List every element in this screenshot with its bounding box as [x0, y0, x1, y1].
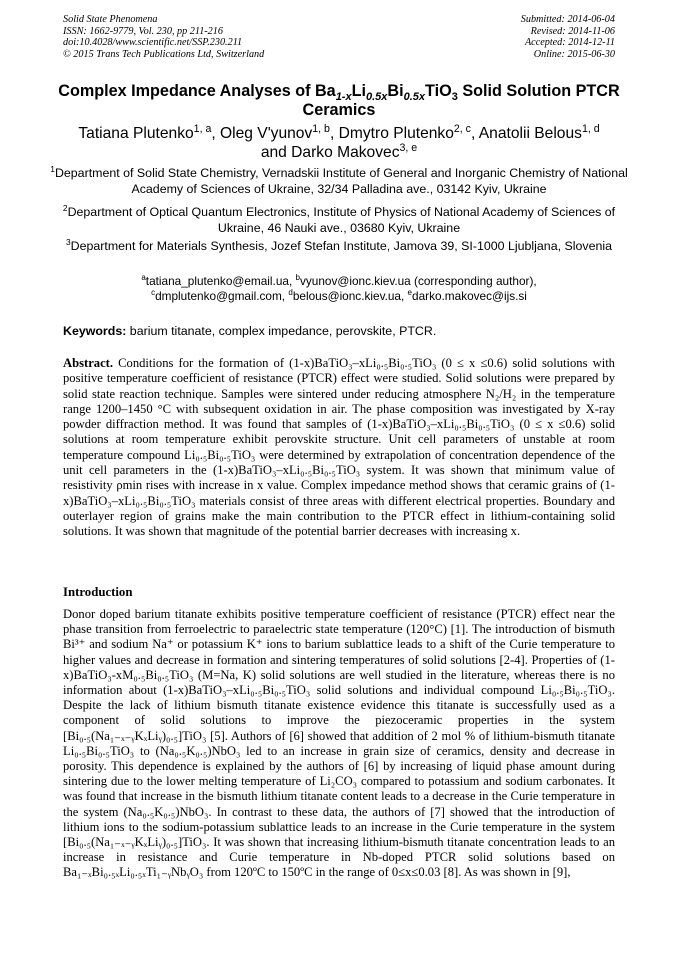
- doi: doi:10.4028/www.scientific.net/SSP.230.211: [63, 37, 243, 49]
- author-emails: [40, 274, 638, 304]
- section-heading-introduction: Introduction: [63, 585, 133, 599]
- email-link[interactable]: darko.makovec@ijs.si: [412, 289, 527, 303]
- author-name: Oleg V'yunov: [220, 125, 313, 142]
- affiliation-number: 3: [65, 236, 71, 247]
- online-date: Online: 2015-06-30: [533, 48, 615, 60]
- revised-date: Revised: 2014-11-06: [530, 25, 615, 37]
- paper-title: [40, 82, 638, 120]
- affiliation-1: [40, 163, 638, 197]
- author-name: and Darko Makovec: [260, 144, 400, 161]
- introduction-body: [63, 607, 615, 881]
- abstract-label: Abstract.: [63, 356, 114, 370]
- email-mark: c: [151, 288, 156, 298]
- author-separator: ,: [329, 125, 339, 142]
- author-separator: ,: [211, 125, 221, 142]
- author-name: Tatiana Plutenko: [78, 125, 194, 142]
- author-affil-mark: 1, b: [312, 122, 330, 135]
- email-link[interactable]: vyunov@ionc.kiev.ua (corresponding author),: [299, 274, 537, 288]
- affiliation-number: 2: [62, 202, 68, 213]
- affiliation-2: [40, 202, 638, 236]
- email-mark: d: [288, 288, 293, 298]
- affiliation-3: [40, 236, 638, 255]
- title-sub: 0.5x: [365, 91, 388, 104]
- title-sub: 0.5x: [403, 91, 426, 104]
- abstract-text: Conditions for the formation of (1-x)BaTiO₃–xLi₀.₅Bi₀.₅TiO₃ (0 ≤ x ≤0.6) solid solutions with positive temperature coefficient of resistance (PTCR) effect were studied. Solid solutions were prepared by solid state reaction technique. Samples were sintered under reducing atmosphere N₂/H₂ in the temperature range 1200–1450 °C with subsequent oxidation in air. The phase composition was investigated by X-ray powder diffraction method. It was found that samples of (1-x)BaTiO₃–xLi₀.₅Bi₀.₅TiO₃ (0 ≤ x ≤0.6) solid solutions at room temperature exhibit perovskite structure. Unit cell parameters of unstable at room temperature compound Li₀.₅Bi₀.₅TiO₃ were determined by extrapolation of concentration dependence of the unit cell parameters in the (1-x)BaTiO₃–xLi₀.₅Bi₀.₅TiO₃ system. It was shown that minimum value of resistivity ρmin rises with increase in x value. Complex impedance method shows that ceramic grains of (1-x)BaTiO₃–xLi₀.₅Bi₀.₅TiO₃ materials consist of three areas with different electrical properties. Boundary and outerlayer region of grains make the main contribution to the PTCR effect in lithium-containing solid solutions. It was shown that magnitude of the potential barrier decreases with increasing x.: [63, 356, 615, 539]
- author-affil-mark: 1, d: [581, 122, 600, 135]
- title-part: Complex Impedance Analyses of Ba: [58, 82, 336, 100]
- email-link[interactable]: dmplutenko@gmail.com,: [155, 289, 289, 303]
- accepted-date: Accepted: 2014-12-11: [524, 37, 615, 49]
- title-sub: 3: [451, 91, 458, 104]
- title-part: Li: [351, 82, 366, 100]
- keywords-text: barium titanate, complex impedance, perovskite, PTCR.: [126, 324, 437, 338]
- journal-name: Solid State Phenomena: [63, 14, 158, 25]
- title-part: Bi: [387, 82, 404, 100]
- title-sub: 1-x: [335, 91, 352, 104]
- author-name: Dmytro Plutenko: [338, 125, 454, 142]
- author-affil-mark: 2, c: [453, 122, 471, 135]
- title-part: TiO: [425, 82, 452, 100]
- author-name: Anatolii Belous: [478, 125, 582, 142]
- title-part: Solid Solution PTCR Ceramics: [302, 82, 620, 119]
- author-affil-mark: 3, e: [399, 141, 418, 154]
- introduction-paragraph: Donor doped barium titanate exhibits positive temperature coefficient of resistance (PTCR) effect near the phase transition from ferroelectric to paraelectric state temperature (120°C) [1]. The introduction of bismuth Bi³⁺ and sodium Na⁺ or potassium K⁺ ions to barium sublattice leads to a shift of the Curie temperature to higher values and decrease in formation and sintering temperatures of solid solutions [2-4]. Properties of (1-x)BaTiO₃-xM₀.₅Bi₀.₅TiO₃ (M=Na, K) solid solutions are well studied in the literature, whereas there is no information about (1-x)BaTiO₃–xLi₀.₅Bi₀.₅TiO₃ solid solutions and individual compound Li₀.₅Bi₀.₅TiO₃. Despite the lack of lithium bismuth titanate existence evidence this titanate is successfully used as a component of solid solutions to improve the piezoceramic properties in the system [Bi₀.₅(Na₁₋ₓ₋ᵧKₓLiᵧ)₀.₅]TiO₃ [5]. Authors of [6] showed that addition of 2 mol % of lithium-bismuth titanate Li₀.₅Bi₀.₅TiO₃ to (Na₀.₅K₀.₅)NbO₃ led to an increase in grain size of ceramics, density and decrease in porosity. This dependence is explained by the authors of [6] by increasing of liquid phase amount during sintering due to the lower melting temperature of Li₂CO₃ compared to potassium and sodium carbonates. It was found that increase in the bismuth lithium titanate content leads to a decrease in the Curie temperature in the system (Na₀.₅K₀.₅)NbO₃. In contrast to these data, the authors of [7] showed that the introduction of lithium ions to the sodium-potassium sublattice leads to an increase in the Curie temperature in the system [Bi₀.₅(Na₁₋ₓ₋ᵧKₓLiᵧ)₀.₅]TiO₃. It was shown that increasing lithium-bismuth titanate concentration leads to an increase in resistance and Curie temperature in Nb-doped PTCR solid solutions based on Ba₁₋ₓBi₀.₅ₓLi₀.₅ₓTi₁₋ᵧNbᵧO₃ from 120ºC to 150ºC in the range of 0≤x≤0.03 [8]. As was shown in [9],: [63, 607, 615, 880]
- email-link[interactable]: tatiana_plutenko@email.ua,: [145, 274, 296, 288]
- journal-info: [63, 14, 264, 60]
- email-mark: e: [407, 288, 413, 298]
- author-list: [40, 124, 638, 162]
- email-link[interactable]: belous@ionc.kiev.ua,: [292, 289, 408, 303]
- affiliation-text: Department of Solid State Chemistry, Vernadskii Institute of General and Inorganic Chemistry of National Academy of Sciences of Ukraine, 32/34 Palladina ave., 03142 Kyiv, Ukraine: [54, 166, 628, 196]
- submitted-date: Submitted: 2014-06-04: [520, 14, 615, 25]
- affiliation-text: Department for Materials Synthesis, Jozef Stefan Institute, Jamova 39, SI-1000 Ljubljana, Slovenia: [70, 239, 613, 253]
- author-affil-mark: 1, a: [193, 122, 212, 135]
- email-mark: b: [295, 273, 300, 283]
- copyright: © 2015 Trans Tech Publications Ltd, Switzerland: [63, 48, 265, 60]
- keywords-label: Keywords:: [63, 324, 127, 338]
- publication-dates: [521, 14, 615, 60]
- issn: ISSN: 1662-9779, Vol. 230, pp 211-216: [63, 25, 223, 37]
- keywords: [63, 324, 623, 339]
- affiliation-text: Department of Optical Quantum Electronics, Institute of Physics of National Academy of Sciences of Ukraine, 46 Nauki ave., 03680 Kyiv, Ukraine: [67, 205, 616, 235]
- author-separator: ,: [470, 125, 479, 142]
- abstract: [63, 356, 615, 540]
- affiliation-number: 1: [50, 163, 55, 174]
- email-mark: a: [141, 273, 146, 283]
